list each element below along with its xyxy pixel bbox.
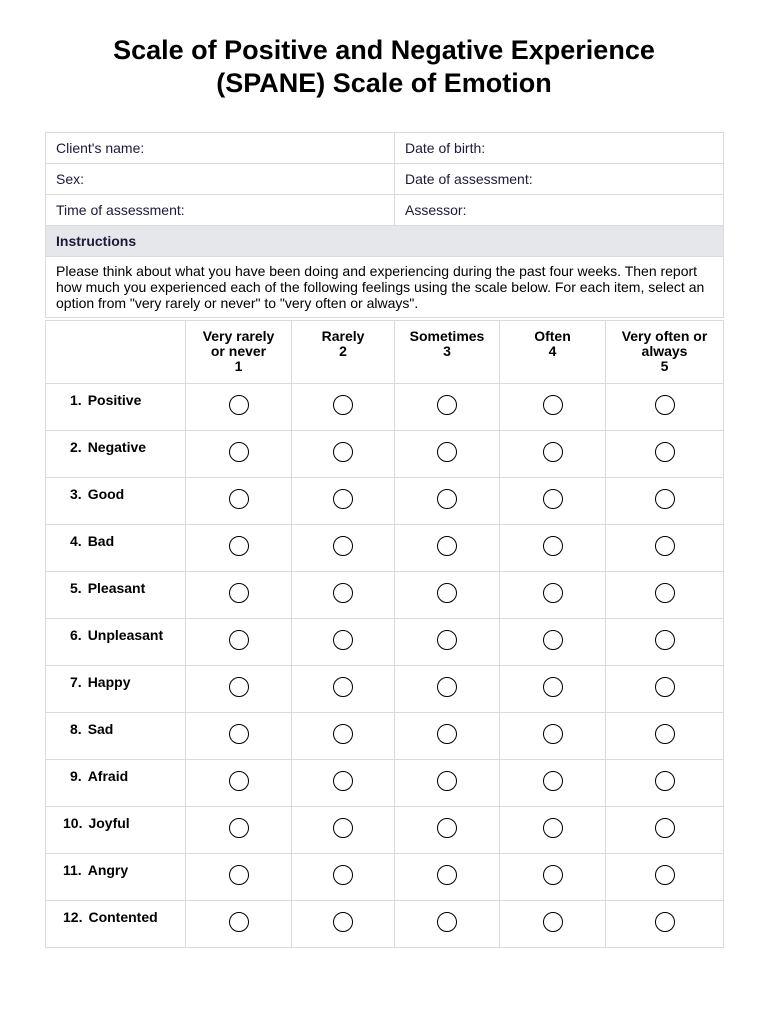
header-line: Very often or [621,328,708,344]
rating-radio-button[interactable] [229,536,249,556]
radio-cell [395,713,500,760]
scale-header-row [46,321,724,384]
radio-cell [606,572,724,619]
radio-cell [292,525,395,572]
radio-cell [186,901,292,948]
item-label: Negative [87,439,147,455]
rating-radio-button[interactable] [333,583,353,603]
rating-radio-button[interactable] [437,395,457,415]
radio-cell [186,666,292,713]
radio-cell [292,384,395,431]
radio-cell [606,901,724,948]
rating-radio-button[interactable] [333,442,353,462]
radio-cell [186,384,292,431]
item-label-cell [46,666,186,713]
item-number: 9. [70,768,82,784]
rating-radio-button[interactable] [655,630,675,650]
rating-radio-button[interactable] [333,912,353,932]
rating-radio-button[interactable] [333,771,353,791]
radio-cell [292,854,395,901]
radio-cell [500,807,606,854]
item-number: 6. [70,627,82,643]
table-row [46,478,724,525]
assessor-field[interactable]: Assessor: [395,195,724,226]
radio-cell [606,713,724,760]
header-line: 5 [660,358,669,374]
rating-radio-button[interactable] [229,865,249,885]
radio-cell [500,760,606,807]
header-line: Rarely [321,328,365,344]
table-row [46,854,724,901]
rating-radio-button[interactable] [229,771,249,791]
radio-cell [606,384,724,431]
rating-radio-button[interactable] [437,442,457,462]
table-row [46,807,724,854]
scale-header-blank [46,321,186,384]
item-label: Contented [88,909,158,925]
item-label: Unpleasant [87,627,164,643]
item-number: 7. [70,674,82,690]
item-label: Joyful [88,815,130,831]
radio-cell [186,807,292,854]
scale-header-option [186,321,292,384]
rating-radio-button[interactable] [543,536,563,556]
date-of-birth-field[interactable]: Date of birth: [395,133,724,164]
scale-body [46,384,724,948]
item-label: Afraid [87,768,129,784]
title-line-2: (SPANE) Scale of Emotion [216,68,552,98]
item-number: 5. [70,580,82,596]
rating-radio-button[interactable] [655,724,675,744]
item-label-cell [46,807,186,854]
radio-cell [606,478,724,525]
item-number: 8. [70,721,82,737]
item-number: 12. [63,909,83,925]
radio-cell [395,525,500,572]
header-line: Very rarely [202,328,275,344]
radio-cell [500,478,606,525]
rating-radio-button[interactable] [543,912,563,932]
rating-radio-button[interactable] [437,912,457,932]
radio-cell [186,619,292,666]
radio-cell [292,619,395,666]
radio-cell [186,713,292,760]
scale-header-option [500,321,606,384]
radio-cell [292,431,395,478]
rating-radio-button[interactable] [333,489,353,509]
rating-radio-button[interactable] [655,771,675,791]
item-number: 4. [70,533,82,549]
item-number: 11. [63,862,82,878]
header-line: always [641,343,688,359]
radio-cell [292,478,395,525]
rating-radio-button[interactable] [543,630,563,650]
instructions-text: Please think about what you have been doing and experiencing during the past four weeks. Then report how much you experienced each of the following feelings using the scale below. For each item, select an option from "very rarely or never" to "very often or always". [46,257,724,318]
radio-cell [395,431,500,478]
item-label: Good [87,486,125,502]
item-label: Bad [87,533,115,549]
item-number: 1. [70,392,82,408]
header-line: 3 [443,343,451,359]
radio-cell [500,431,606,478]
rating-radio-button[interactable] [333,536,353,556]
rating-radio-button[interactable] [437,536,457,556]
instructions-header-row [46,226,724,257]
rating-radio-button[interactable] [229,442,249,462]
radio-cell [186,760,292,807]
radio-cell [395,619,500,666]
header-line: 2 [339,343,347,359]
rating-radio-button[interactable] [437,630,457,650]
table-row [46,572,724,619]
item-number: 2. [70,439,82,455]
item-label: Angry [87,862,129,878]
rating-radio-button[interactable] [655,818,675,838]
rating-radio-button[interactable] [437,724,457,744]
radio-cell [186,525,292,572]
rating-radio-button[interactable] [655,489,675,509]
rating-radio-button[interactable] [333,677,353,697]
info-row [46,164,724,195]
rating-radio-button[interactable] [229,818,249,838]
table-row [46,760,724,807]
rating-radio-button[interactable] [229,583,249,603]
rating-radio-button[interactable] [543,677,563,697]
info-row [46,133,724,164]
radio-cell [500,619,606,666]
rating-radio-button[interactable] [543,818,563,838]
info-row [46,195,724,226]
rating-radio-button[interactable] [655,395,675,415]
radio-cell [500,572,606,619]
rating-radio-button[interactable] [543,583,563,603]
radio-cell [292,807,395,854]
rating-radio-button[interactable] [229,724,249,744]
rating-radio-button[interactable] [543,489,563,509]
item-label-cell [46,901,186,948]
item-label-cell [46,713,186,760]
table-row [46,713,724,760]
rating-radio-button[interactable] [229,912,249,932]
radio-cell [395,478,500,525]
radio-cell [500,525,606,572]
rating-radio-button[interactable] [655,677,675,697]
radio-cell [500,901,606,948]
item-number: 3. [70,486,82,502]
item-number: 10. [63,815,83,831]
radio-cell [606,525,724,572]
radio-cell [500,384,606,431]
instructions-body-row [46,257,724,318]
rating-radio-button[interactable] [655,442,675,462]
radio-cell [292,666,395,713]
rating-radio-button[interactable] [437,583,457,603]
item-label-cell [46,854,186,901]
rating-radio-button[interactable] [333,865,353,885]
instructions-heading: Instructions [46,226,724,257]
rating-radio-button[interactable] [437,489,457,509]
radio-cell [500,713,606,760]
rating-radio-button[interactable] [229,630,249,650]
item-label: Sad [87,721,114,737]
radio-cell [606,760,724,807]
rating-radio-button[interactable] [333,630,353,650]
item-label-cell [46,431,186,478]
radio-cell [186,478,292,525]
rating-radio-button[interactable] [437,865,457,885]
rating-radio-button[interactable] [543,724,563,744]
radio-cell [292,713,395,760]
rating-radio-button[interactable] [655,583,675,603]
header-line: or never [210,343,267,359]
rating-radio-button[interactable] [655,865,675,885]
table-row [46,384,724,431]
scale-header-option [606,321,724,384]
radio-cell [395,807,500,854]
rating-radio-button[interactable] [333,818,353,838]
radio-cell [606,619,724,666]
rating-radio-button[interactable] [543,771,563,791]
item-label: Happy [87,674,131,690]
table-row [46,431,724,478]
table-row [46,901,724,948]
item-label-cell [46,384,186,431]
table-row [46,666,724,713]
date-of-assessment-field[interactable]: Date of assessment: [395,164,724,195]
radio-cell [606,431,724,478]
rating-radio-button[interactable] [437,771,457,791]
radio-cell [395,760,500,807]
scale-header-option [292,321,395,384]
radio-cell [395,854,500,901]
table-row [46,619,724,666]
rating-radio-button[interactable] [229,489,249,509]
item-label-cell [46,760,186,807]
item-label-cell [46,572,186,619]
rating-radio-button[interactable] [655,536,675,556]
scale-header-option [395,321,500,384]
rating-radio-button[interactable] [543,395,563,415]
radio-cell [606,854,724,901]
radio-cell [500,666,606,713]
spane-scale-table [45,320,724,948]
title-line-1: Scale of Positive and Negative Experience [113,35,655,65]
clients-name-field[interactable]: Client's name: [46,133,395,164]
header-line: 1 [234,358,243,374]
rating-radio-button[interactable] [655,912,675,932]
radio-cell [186,572,292,619]
radio-cell [292,901,395,948]
table-row [46,525,724,572]
page-title [0,34,768,100]
radio-cell [606,807,724,854]
header-line: Sometimes [409,328,485,344]
rating-radio-button[interactable] [437,677,457,697]
radio-cell [186,854,292,901]
radio-cell [395,666,500,713]
radio-cell [395,384,500,431]
radio-cell [500,854,606,901]
rating-radio-button[interactable] [229,395,249,415]
item-label-cell [46,478,186,525]
radio-cell [395,572,500,619]
item-label: Positive [87,392,142,408]
rating-radio-button[interactable] [543,865,563,885]
rating-radio-button[interactable] [543,442,563,462]
radio-cell [395,901,500,948]
item-label-cell [46,525,186,572]
rating-radio-button[interactable] [229,677,249,697]
radio-cell [292,760,395,807]
client-info-table [45,132,724,318]
header-line: Often [534,328,571,344]
radio-cell [292,572,395,619]
radio-cell [606,666,724,713]
sex-field[interactable]: Sex: [46,164,395,195]
item-label-cell [46,619,186,666]
rating-radio-button[interactable] [333,395,353,415]
rating-radio-button[interactable] [437,818,457,838]
time-of-assessment-field[interactable]: Time of assessment: [46,195,395,226]
header-line: 4 [548,343,557,359]
radio-cell [186,431,292,478]
item-label: Pleasant [87,580,146,596]
rating-radio-button[interactable] [333,724,353,744]
